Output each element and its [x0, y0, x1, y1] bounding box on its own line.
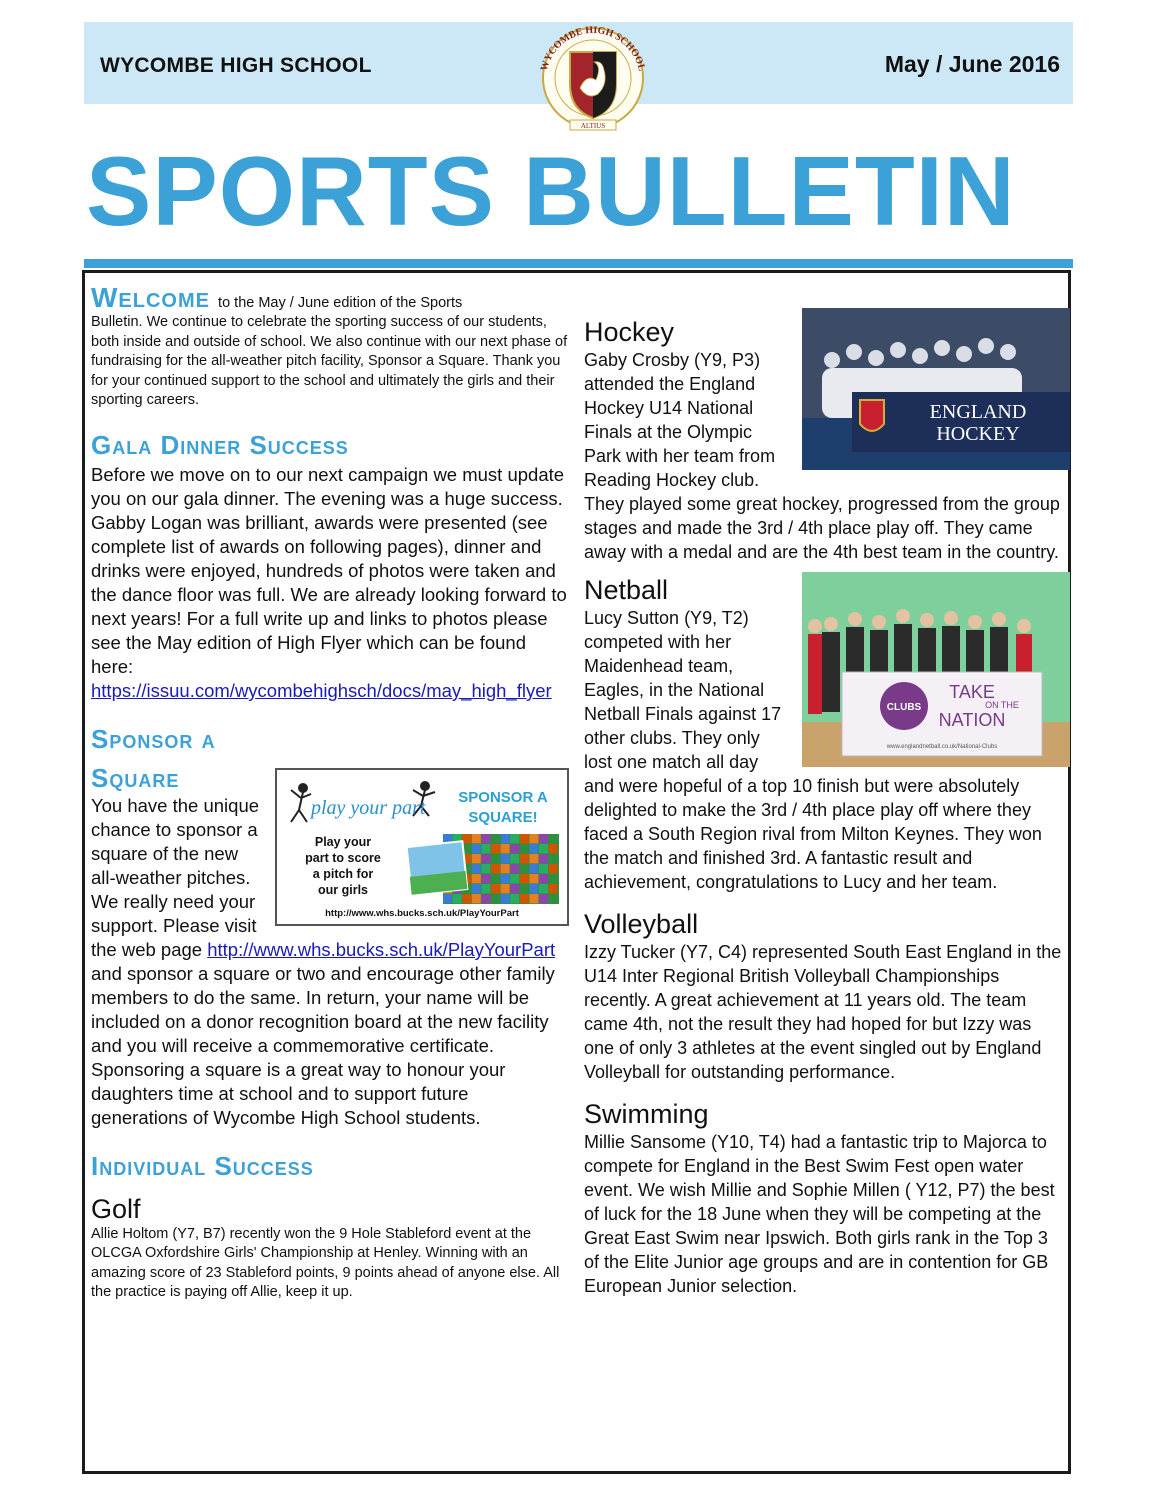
pitch-grid-cell — [549, 894, 558, 903]
pitch-grid-cell — [529, 834, 538, 843]
swimming-title: Swimming — [584, 1099, 709, 1129]
sponsor-ad-art — [277, 770, 567, 924]
left-column — [91, 282, 569, 1303]
hockey-team-photo — [802, 308, 1070, 470]
welcome-first-line: to the May / June edition of the Sports — [218, 295, 463, 311]
ad-body-1: Play your — [314, 834, 372, 849]
sponsor-heading-line2: Square — [91, 762, 180, 793]
pitch-grid-cell — [472, 834, 481, 843]
pitch-grid-cell — [510, 874, 519, 883]
netball-banner-3: NATION — [938, 710, 1006, 730]
pitch-grid-cell — [529, 884, 538, 893]
sponsor-text-2: and sponsor a square or two and encourage other family members to do the same. In return, your name will be included on a donor recognition board at the new facility and you will receive a commemorative certificate. Sponsoring a square is a great way to honour your daughters time at school and to support future generations of Wycombe High School students. — [91, 963, 555, 1128]
pitch-grid-cell — [539, 884, 548, 893]
hockey-banner-1: ENGLAND — [929, 401, 1027, 423]
ad-body-4: our girls — [317, 882, 369, 897]
pitch-grid-cell — [472, 844, 481, 853]
pitch-grid-cell — [501, 894, 510, 903]
swimming-text: Millie Sansome (Y10, T4) had a fantastic trip to Majorca to compete for England in the Best Swim Fest open water event. We wish Millie and Sophie Millen ( Y12, P7) the best of luck for the 18 June when they will be competing at the Great East Swim near Ipswich. Both girls rank in the Top 3 of the Elite Junior age groups and are in contention for GB European Junior selection. — [584, 1132, 1055, 1296]
sponsor-ad-graphic[interactable] — [275, 768, 569, 926]
pitch-grid-cell — [462, 894, 471, 903]
netball-photo-art — [802, 572, 1070, 767]
pitch-grid-cell — [520, 884, 529, 893]
pitch-grid-cell — [549, 834, 558, 843]
sponsor-section — [91, 762, 569, 1131]
pitch-grid-cell — [539, 874, 548, 883]
netball-text: Lucy Sutton (Y9, T2) competed with her Maidenhead team, Eagles, in the National Netball Finals against 17 other clubs. They only lost one match all day and were hopeful of a top 10 finish but were absolutely delighted to make the 3rd / 4th place play off where they faced a South Region rival from Milton Keynes. They won the match and finished 3rd. A fantastic result and achievement, congratulations to Lucy and her team. — [584, 608, 1042, 892]
pitch-grid-cell — [510, 894, 519, 903]
pitch-grid-cell — [491, 864, 500, 873]
ad-body-3: a pitch for — [312, 866, 374, 881]
pitch-grid-cell — [529, 874, 538, 883]
netball-title: Netball — [584, 575, 669, 605]
pitch-grid-cell — [481, 854, 490, 863]
individual-heading: Individual Success — [91, 1151, 314, 1181]
pitch-grid-cell — [472, 854, 481, 863]
pitch-grid-cell — [501, 884, 510, 893]
pitch-grid-cell — [529, 894, 538, 903]
sponsor-text-1: You have the unique chance to sponsor a square of the new all-weather pitches. We really need your support. Please visit the web page — [91, 795, 260, 960]
pitch-grid-cell — [539, 894, 548, 903]
netball-banner-url: www.englandnetball.co.uk/National-Clubs — [886, 744, 998, 750]
pitch-grid-cell — [539, 844, 548, 853]
pitch-grid-cell — [491, 834, 500, 843]
pitch-grid-cell — [491, 884, 500, 893]
issue-date: May / June 2016 — [884, 51, 1060, 77]
pitch-grid-cell — [453, 894, 462, 903]
pitch-grid-cell — [520, 854, 529, 863]
pitch-grid-cell — [529, 864, 538, 873]
golf-title: Golf — [91, 1193, 141, 1224]
page-title: SPORTS BULLETIN — [86, 136, 1016, 246]
pitch-grid-cell — [501, 864, 510, 873]
play-your-part-link[interactable]: http://www.whs.bucks.sch.uk/PlayYourPart — [207, 939, 556, 960]
pitch-grid-cell — [549, 874, 558, 883]
school-crest-logo — [528, 22, 658, 134]
ad-title-1: SPONSOR A — [458, 788, 548, 806]
pitch-grid-cell — [481, 844, 490, 853]
netball-banner-badge: CLUBS — [886, 702, 922, 713]
crest-arc-text: WYCOMBE HIGH SCHOOL — [538, 24, 648, 73]
netball-team-photo — [802, 572, 1070, 767]
pitch-grid-cell — [501, 854, 510, 863]
pitch-grid-cell — [491, 894, 500, 903]
pitch-grid-cell — [549, 884, 558, 893]
pitch-grid-cell — [520, 894, 529, 903]
school-name: WYCOMBE HIGH SCHOOL — [100, 54, 372, 77]
pitch-grid-cell — [501, 844, 510, 853]
golf-text: Allie Holtom (Y7, B7) recently won the 9 Hole Stableford event at the OLCGA Oxfordshire Girls' Championship at Henley. Winning with an amazing score of 23 Stableford points, 9 points ahead of anyone else. All the practice is paying off Allie, keep it up. — [91, 1225, 560, 1300]
pitch-grid-cell — [510, 834, 519, 843]
pitch-grid-cell — [472, 894, 481, 903]
pitch-grid-cell — [539, 864, 548, 873]
pitch-grid-cell — [472, 864, 481, 873]
gala-text — [91, 463, 569, 703]
pitch-grid-cell — [539, 854, 548, 863]
pitch-grid-cell — [520, 834, 529, 843]
ad-body-2: part to score — [305, 850, 381, 865]
pitch-grid-cell — [501, 834, 510, 843]
hockey-text: Gaby Crosby (Y9, P3) attended the England Hockey U14 National Finals at the Olympic Park with her team from Reading Hockey club. They played some great hockey, progressed from the group stages and made the 3rd / 4th place play off. They came away with a medal and are the 4th best team in the country. — [584, 350, 1060, 562]
ad-title-2: SQUARE! — [468, 808, 538, 826]
sponsor-heading-line1: Sponsor a — [91, 724, 216, 754]
pitch-grid-cell — [491, 844, 500, 853]
hockey-photo-art — [802, 308, 1070, 470]
volleyball-title: Volleyball — [584, 909, 699, 939]
pitch-grid-cell — [549, 854, 558, 863]
pitch-grid-cell — [472, 874, 481, 883]
welcome-text: Bulletin. We continue to celebrate the sporting success of our students, both inside and outside of school. We also continue with our next phase of fundraising for the all-weather pitch facility, Sponsor a Square. Thank you for your continued support to the school and ultimately the girls and their sporting careers. — [91, 314, 568, 408]
pitch-grid-cell — [481, 864, 490, 873]
pitch-grid-cell — [481, 834, 490, 843]
pitch-grid-cell — [529, 854, 538, 863]
pitch-grid-cell — [510, 844, 519, 853]
pitch-grid-cell — [520, 874, 529, 883]
gala-body: Before we move on to our next campaign we must update you on our gala dinner. The evening was a huge success. Gabby Logan was brilliant, awards were presented (see complete list of awards on following pages), dinner and drinks were enjoyed, hundreds of photos were taken and the dance floor was full. We are already looking forward to next years! For a full write up and links to photos please see the May edition of High Flyer which can be found here: — [91, 464, 567, 677]
pitch-grid-cell — [443, 894, 452, 903]
crest-motto: ALTIUS — [580, 122, 606, 130]
netball-banner-1: TAKE — [949, 682, 995, 702]
hockey-banner-2: HOCKEY — [936, 423, 1020, 445]
gala-heading: Gala Dinner Success — [91, 429, 349, 460]
pitch-grid-cell — [549, 864, 558, 873]
welcome-section — [91, 282, 569, 313]
pitch-grid-cell — [501, 874, 510, 883]
pitch-grid-cell — [491, 854, 500, 863]
volleyball-text: Izzy Tucker (Y7, C4) represented South East England in the U14 Inter Regional British Volleyball Championships recently. A great achievement at 11 years old. The team came 4th, not the result they had hoped for but Izzy was one of only 3 athletes at the event singled out by England Volleyball for outstanding performance. — [584, 942, 1062, 1082]
pitch-grid-cell — [491, 874, 500, 883]
pitch-grid-cell — [510, 864, 519, 873]
pitch-grid-cell — [510, 884, 519, 893]
pitch-grid-cell — [481, 884, 490, 893]
right-column — [584, 306, 1066, 1298]
pitch-grid-cell — [549, 844, 558, 853]
pitch-grid-cell — [462, 834, 471, 843]
netball-banner-2: ON THE — [985, 700, 1019, 710]
pitch-grid-cell — [520, 844, 529, 853]
hockey-title: Hockey — [584, 317, 675, 347]
pitch-grid-cell — [472, 884, 481, 893]
ad-url: http://www.whs.bucks.sch.uk/PlayYourPart — [325, 907, 519, 919]
pitch-grid-cell — [481, 894, 490, 903]
title-rule — [84, 259, 1073, 268]
pitch-grid-cell — [529, 844, 538, 853]
pitch-grid-cell — [510, 854, 519, 863]
ad-brand: play your part — [311, 796, 426, 819]
pitch-grid-cell — [481, 874, 490, 883]
pitch-grid-cell — [539, 834, 548, 843]
high-flyer-link[interactable]: https://issuu.com/wycombehighsch/docs/may_high_flyer — [91, 680, 552, 701]
welcome-lead: Welcome — [91, 282, 210, 313]
pitch-grid-cell — [520, 864, 529, 873]
